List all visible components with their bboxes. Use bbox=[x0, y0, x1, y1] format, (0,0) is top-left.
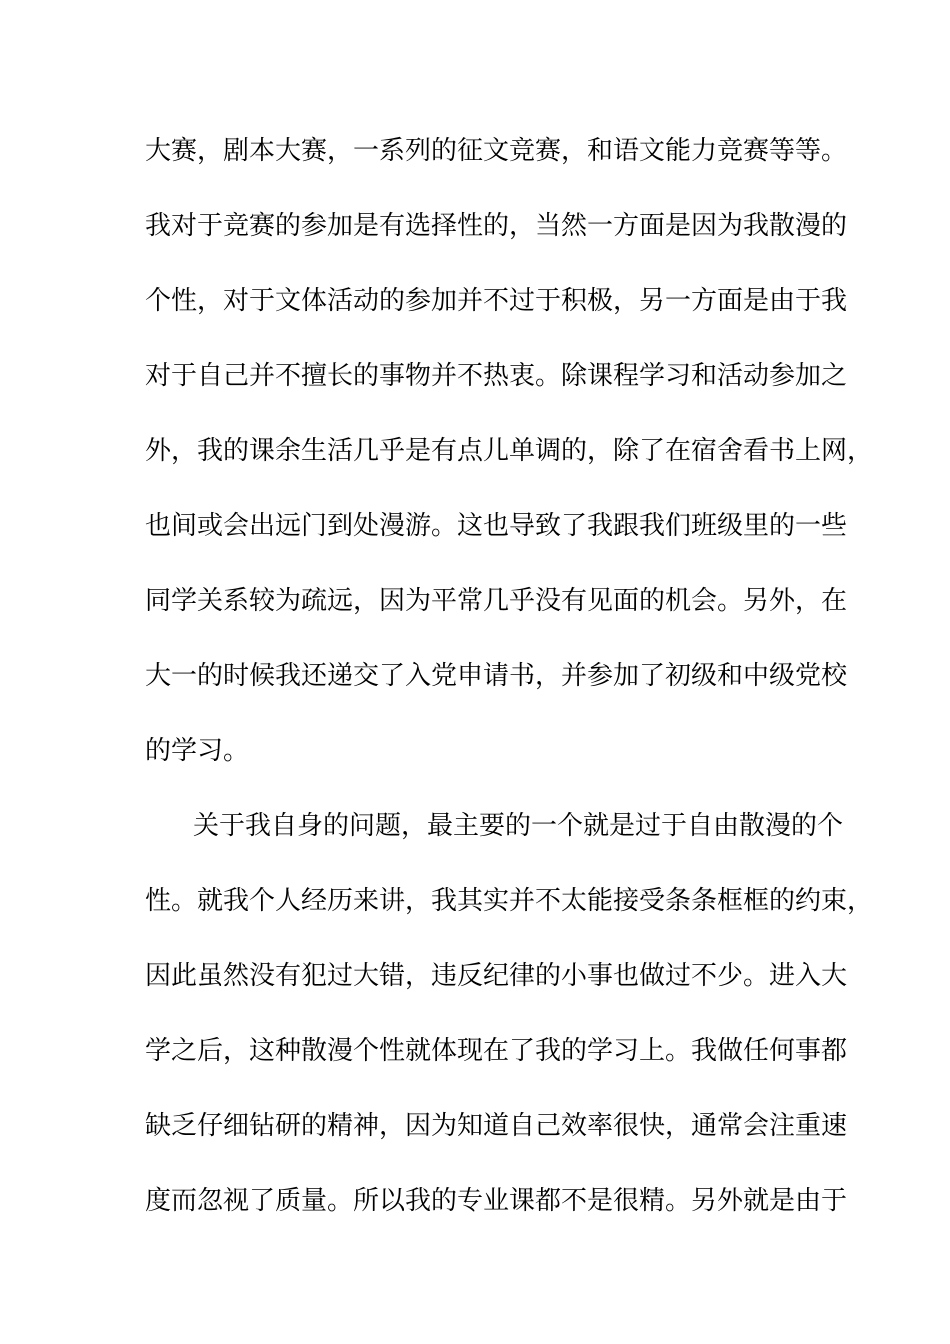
text-line: 同学关系较为疏远，因为平常几乎没有见面的机会。另外，在 bbox=[145, 586, 848, 616]
text-line: 我对于竞赛的参加是有选择性的，当然一方面是因为我散漫的 bbox=[145, 211, 848, 241]
text-line: 因此虽然没有犯过大错，违反纪律的小事也做过不少。进入大 bbox=[145, 961, 848, 991]
text-line: 的学习。 bbox=[145, 736, 250, 766]
text-line: 性。就我个人经历来讲，我其实并不太能接受条条框框的约束， bbox=[145, 886, 874, 916]
text-line: 也间或会出远门到处漫游。这也导致了我跟我们班级里的一些 bbox=[145, 511, 848, 541]
text-line: 大一的时候我还递交了入党申请书，并参加了初级和中级党校 bbox=[145, 661, 848, 691]
text-line: 度而忽视了质量。所以我的专业课都不是很精。另外就是由于 bbox=[145, 1186, 848, 1216]
text-line: 外，我的课余生活几乎是有点儿单调的，除了在宿舍看书上网， bbox=[145, 436, 874, 466]
text-line: 大赛，剧本大赛，一系列的征文竞赛，和语文能力竞赛等等。 bbox=[145, 136, 848, 166]
paragraph-first-line: 关于我自身的问题，最主要的一个就是过于自由散漫的个 bbox=[193, 811, 844, 841]
text-line: 缺乏仔细钻研的精神，因为知道自己效率很快，通常会注重速 bbox=[145, 1111, 848, 1141]
text-line: 学之后，这种散漫个性就体现在了我的学习上。我做任何事都 bbox=[145, 1036, 848, 1066]
text-line: 对于自己并不擅长的事物并不热衷。除课程学习和活动参加之 bbox=[145, 361, 848, 391]
text-line: 个性，对于文体活动的参加并不过于积极，另一方面是由于我 bbox=[145, 286, 848, 316]
